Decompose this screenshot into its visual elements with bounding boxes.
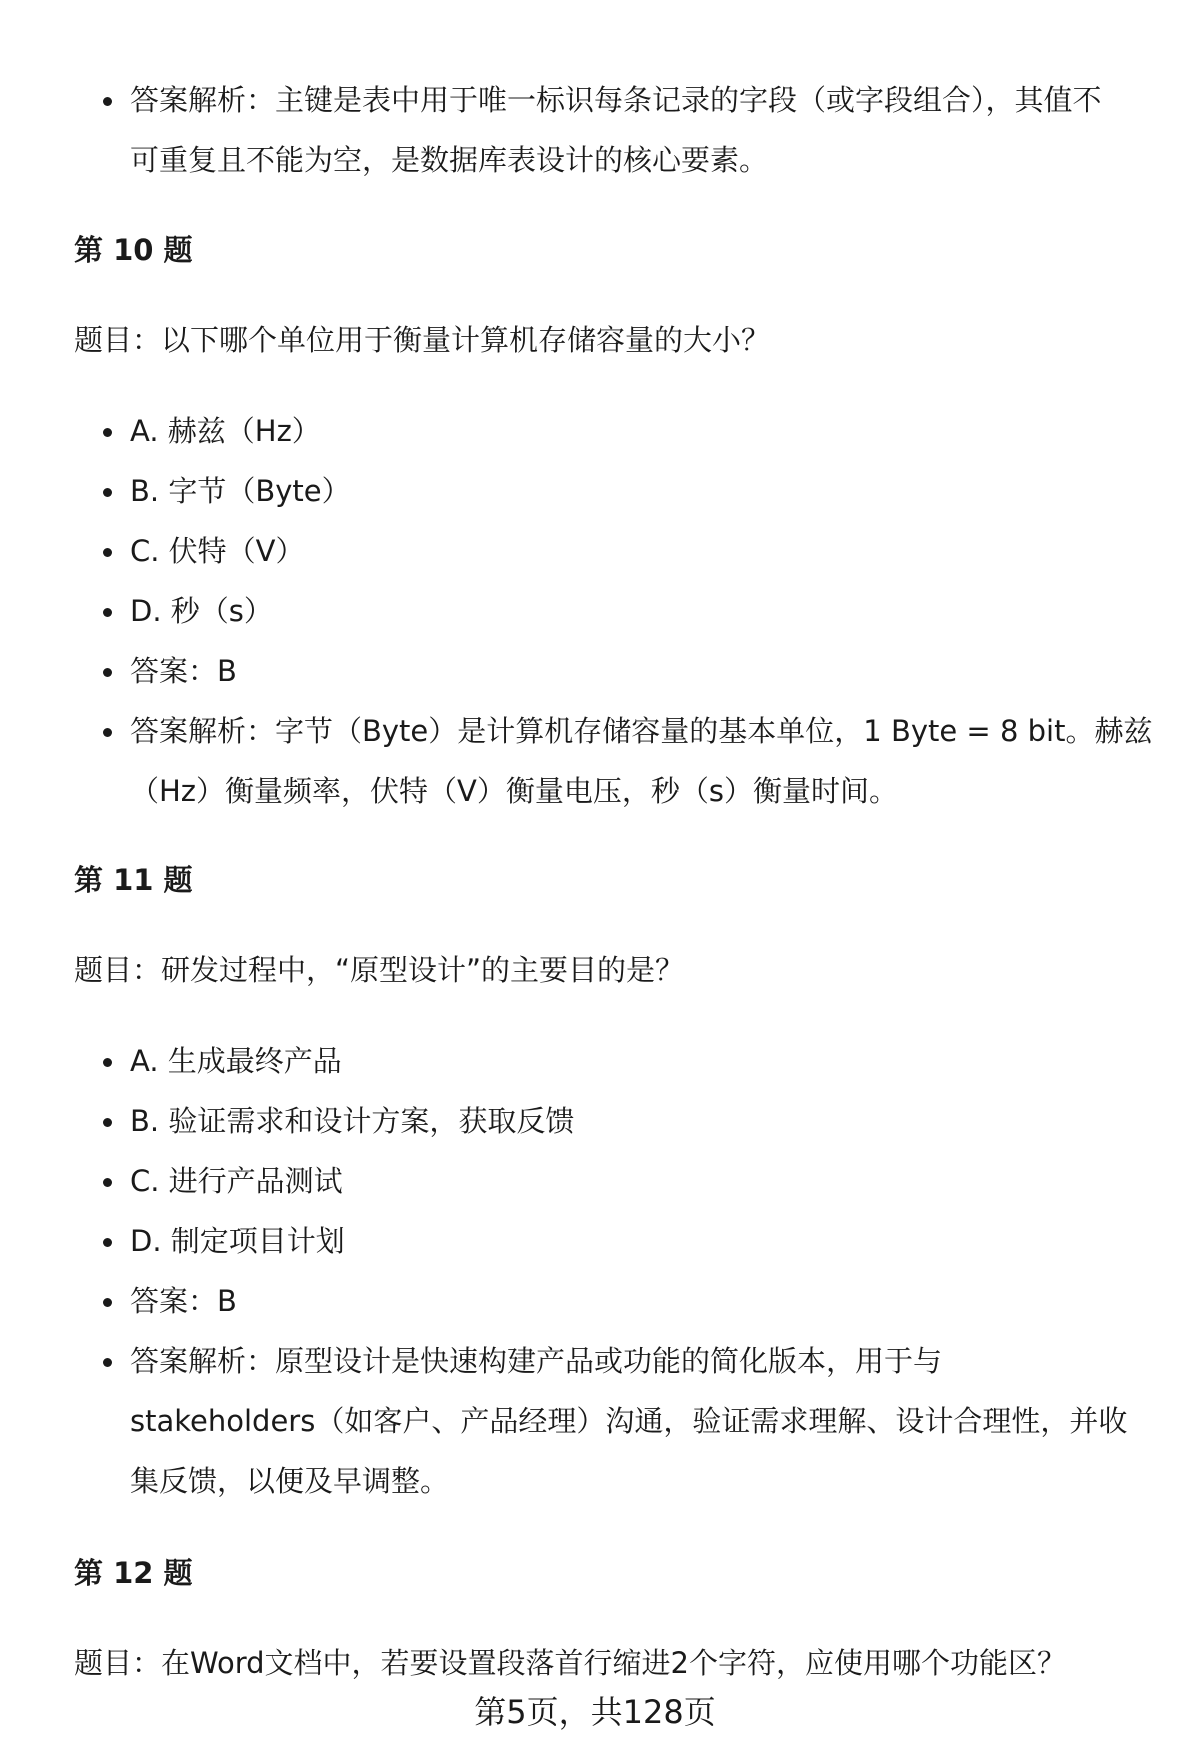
bullet-dot [103,728,112,737]
bullet-dot [103,488,112,497]
bullet-dot [103,608,112,617]
bullet-dot [103,548,112,557]
option-a: A. 赫兹（Hz） [130,414,321,448]
explanation-text: （Hz）衡量频率，伏特（V）衡量电压，秒（s）衡量时间。 [130,774,898,808]
page-number: 第5页，共128页 [474,1693,716,1731]
explanation-text: 答案解析：字节（Byte）是计算机存储容量的基本单位，1 Byte = 8 bit。赫兹 [130,714,1153,748]
bullet-dot [103,1298,112,1307]
bullet-dot [103,1358,112,1367]
option-c: C. 进行产品测试 [130,1164,343,1198]
option-d: D. 制定项目计划 [130,1224,345,1258]
answer-text: 答案：B [130,1284,237,1318]
explanation-text: stakeholders（如客户、产品经理）沟通，验证需求理解、设计合理性，并收 [130,1404,1128,1438]
question-text: 题目：研发过程中，“原型设计”的主要目的是？ [74,953,685,987]
option-b: B. 验证需求和设计方案，获取反馈 [130,1104,575,1138]
bullet-dot [103,1238,112,1247]
answer-text: 答案：B [130,654,237,688]
question-text: 题目：以下哪个单位用于衡量计算机存储容量的大小？ [74,323,771,357]
bullet-dot [103,1178,112,1187]
option-c: C. 伏特（V） [130,534,305,568]
explanation-text: 答案解析：原型设计是快速构建产品或功能的简化版本，用于与 [130,1344,943,1378]
question-heading: 第 11 题 [74,863,193,897]
question-text: 题目：在Word文档中，若要设置段落首行缩进2个字符，应使用哪个功能区？ [74,1646,1066,1680]
explanation-text: 集反馈，以便及早调整。 [130,1464,450,1498]
option-b: B. 字节（Byte） [130,474,351,508]
option-d: D. 秒（s） [130,594,273,628]
bullet-dot [103,1058,112,1067]
bullet-dot [103,428,112,437]
bullet-dot [103,97,112,106]
option-a: A. 生成最终产品 [130,1044,342,1078]
question-heading: 第 10 题 [74,233,193,267]
question-heading: 第 12 题 [74,1556,193,1590]
bullet-dot [103,1118,112,1127]
explanation-text: 可重复且不能为空，是数据库表设计的核心要素。 [130,143,769,177]
bullet-dot [103,668,112,677]
explanation-text: 答案解析：主键是表中用于唯一标识每条记录的字段（或字段组合），其值不 [130,83,1102,117]
